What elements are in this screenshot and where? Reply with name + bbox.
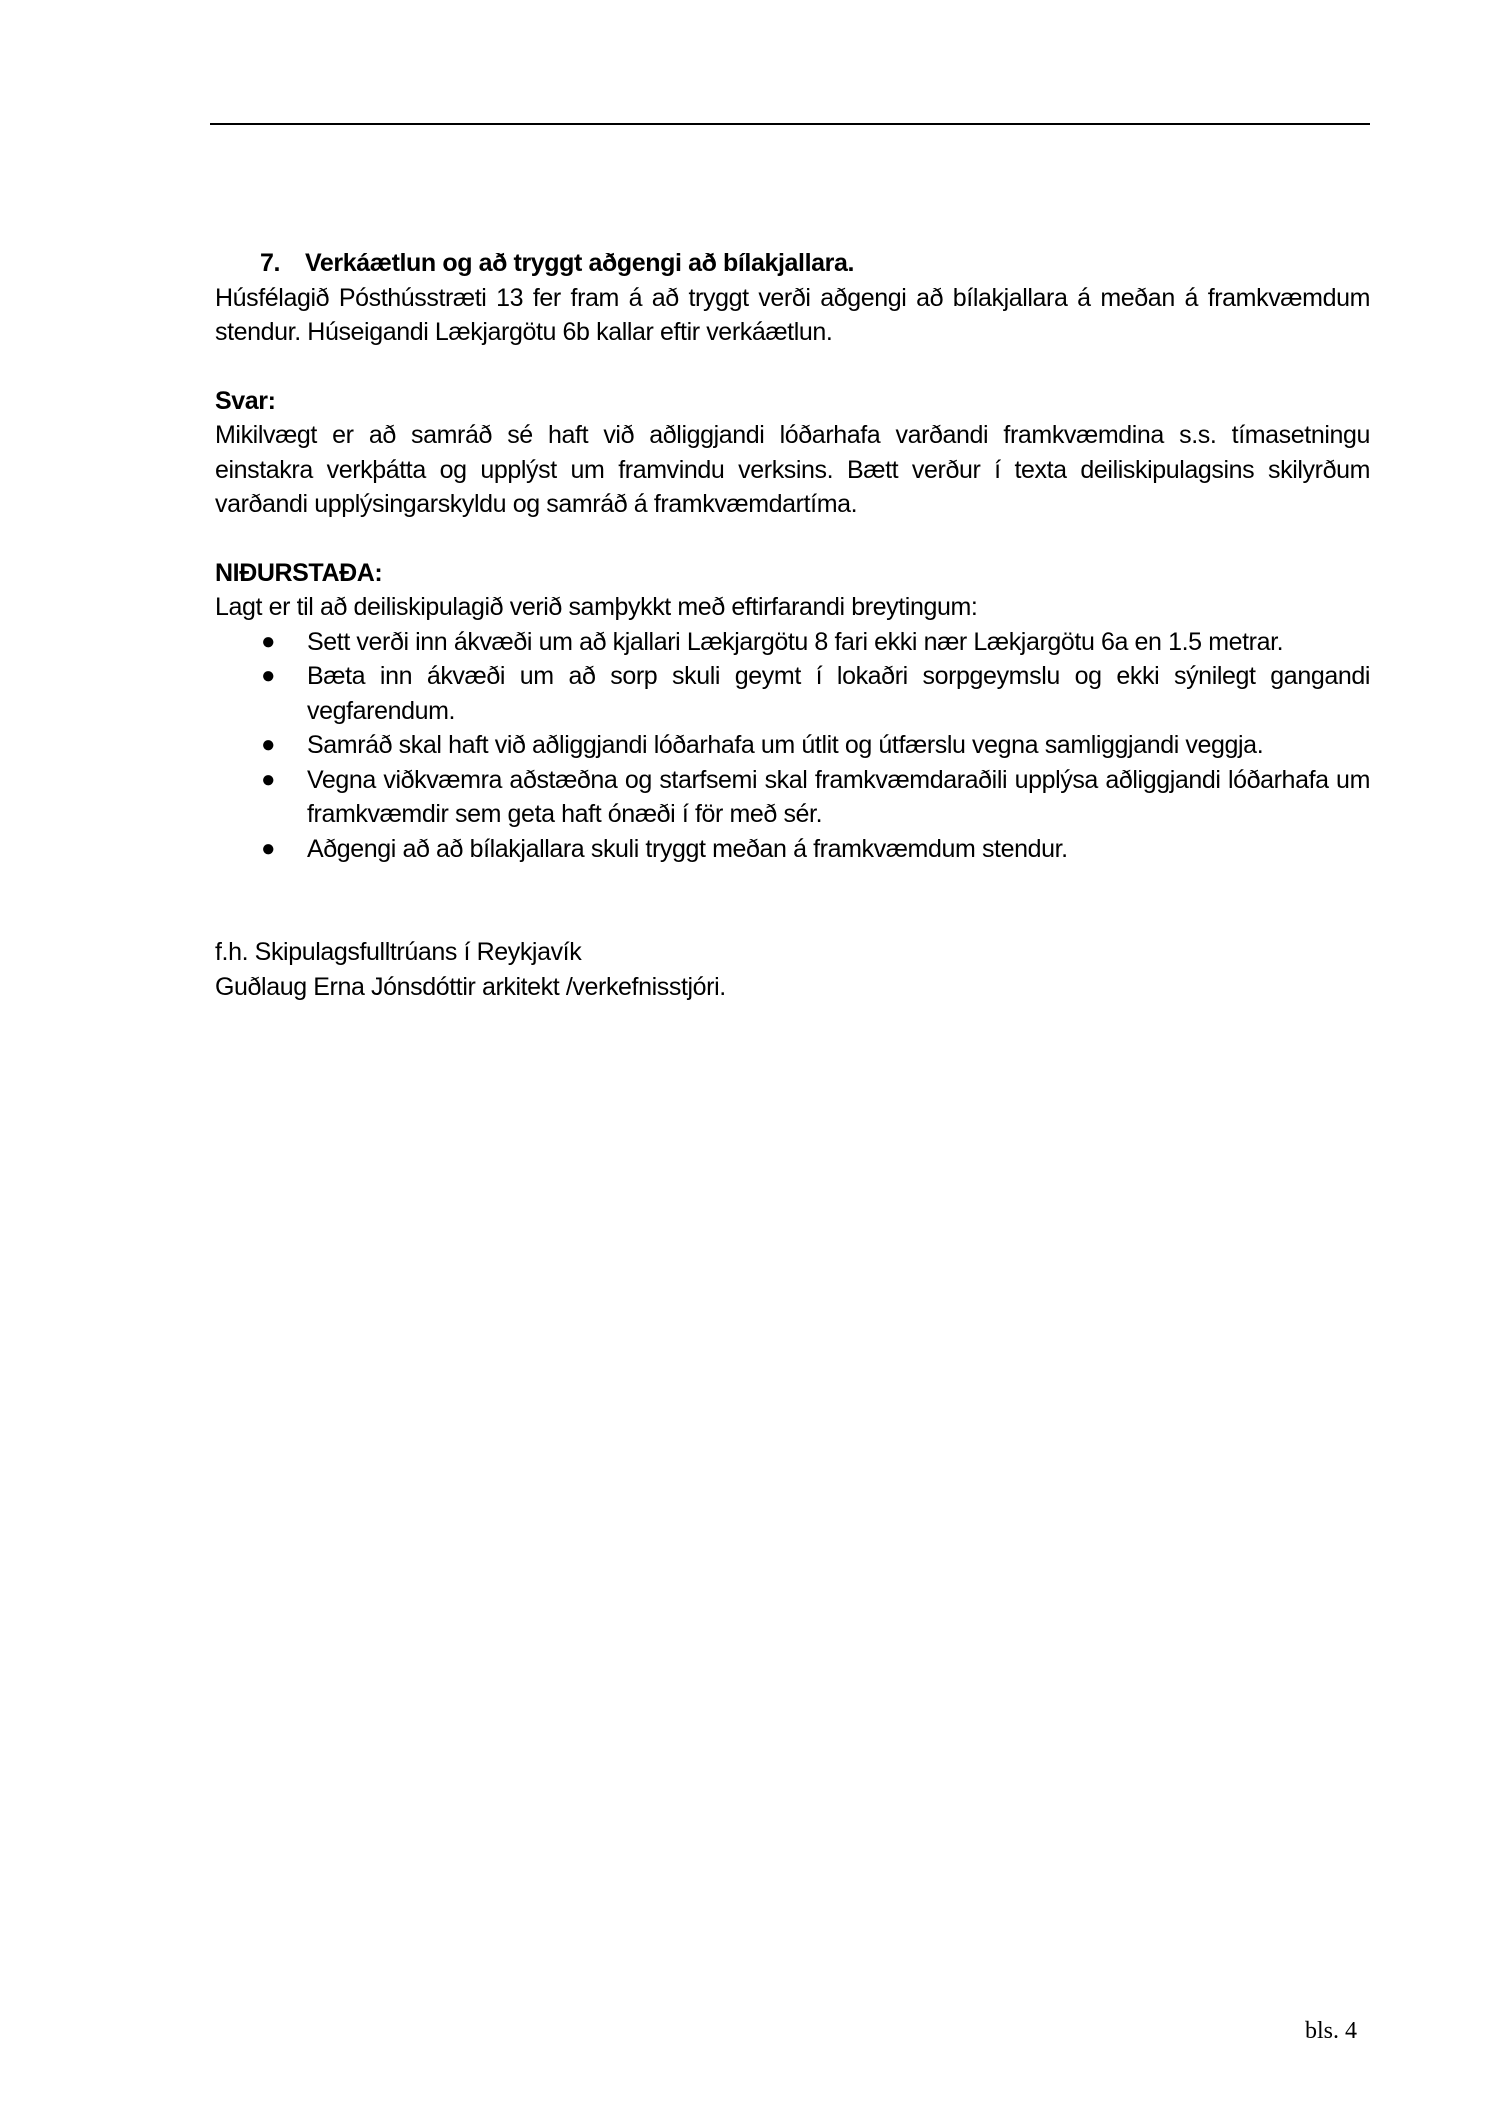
- list-item-text: Aðgengi að að bílakjallara skuli tryggt meðan á framkvæmdum stendur.: [307, 834, 1068, 863]
- list-item: [215, 763, 1370, 832]
- spacer: [215, 350, 1370, 384]
- bullet-icon: ●: [261, 662, 276, 689]
- answer-body: Mikilvægt er að samráð sé haft við aðliggjandi lóðarhafa varðandi framkvæmdina s.s. tímasetningu einstakra verkþátta og upplýst um framvindu verksins. Bætt verður í texta deiliskipulagsins skilyrðum varðandi upplýsingarskyldu og samráð á framkvæmdartíma.: [215, 421, 1370, 518]
- page-number: bls. 4: [1305, 2018, 1358, 2044]
- list-item-text: Sett verði inn ákvæði um að kjallari Lækjargötu 8 fari ekki nær Lækjargötu 6a en 1.5 metrar.: [307, 627, 1284, 656]
- section-7-title: Verkáætlun og að tryggt aðgengi að bílakjallara.: [305, 249, 855, 277]
- bullet-icon: ●: [261, 834, 276, 862]
- list-item: [215, 728, 1370, 763]
- answer-title: Svar:: [215, 386, 276, 415]
- list-item-text: Bæta inn ákvæði um að sorp skuli geymt í lokaðri sorpgeymslu og ekki sýnilegt gangandi vegfarendum.: [307, 662, 1370, 725]
- list-item: [215, 625, 1370, 660]
- conclusion-title: NIÐURSTAÐA:: [215, 558, 383, 587]
- document-content: [215, 246, 1370, 1004]
- bullet-icon: ●: [261, 731, 276, 758]
- list-item-text: Vegna viðkvæmra aðstæðna og starfsemi skal framkvæmdaraðili upplýsa aðliggjandi lóðarhafa um framkvæmdir sem geta haft ónæði í för með sér.: [307, 765, 1370, 828]
- signature-line-2: Guðlaug Erna Jónsdóttir arkitekt /verkefnisstjóri.: [215, 972, 726, 1001]
- list-item-text: Samráð skal haft við aðliggjandi lóðarhafa um útlit og útfærslu vegna samliggjandi veggja.: [307, 731, 1264, 759]
- section-7-heading: [215, 246, 1370, 281]
- list-item: [215, 659, 1370, 728]
- conclusion-intro: Lagt er til að deiliskipulagið verið samþykkt með eftirfarandi breytingum:: [215, 593, 978, 621]
- signature-block: [215, 935, 1370, 1004]
- section-7-number: 7.: [260, 249, 281, 277]
- header-rule: [210, 123, 1370, 125]
- section-7-body: Húsfélagið Pósthússtræti 13 fer fram á að tryggt verði aðgengi að bílakjallara á meðan á framkvæmdum stendur. Húseigandi Lækjargötu 6b kallar eftir verkáætlun.: [215, 283, 1370, 346]
- bullet-icon: ●: [261, 765, 276, 793]
- signature-line-1: f.h. Skipulagsfulltrúans í Reykjavík: [215, 938, 582, 966]
- conclusion-list: [215, 625, 1370, 867]
- list-item: [215, 832, 1370, 867]
- bullet-icon: ●: [261, 627, 276, 655]
- spacer: [215, 522, 1370, 556]
